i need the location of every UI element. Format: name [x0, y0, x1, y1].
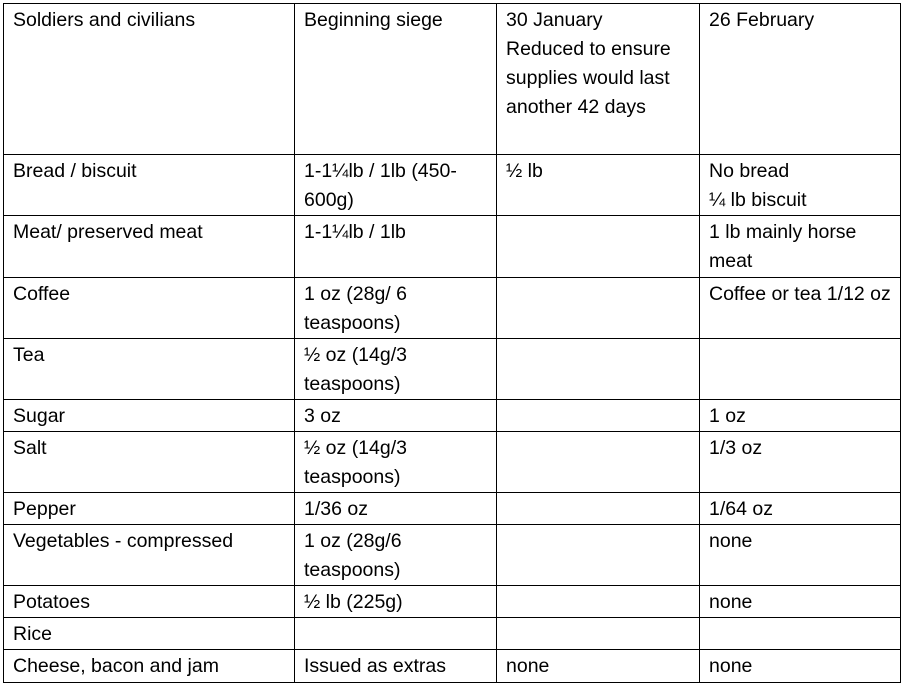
row-item-label: Potatoes: [4, 586, 295, 618]
26-february-cell: none: [700, 586, 901, 618]
row-item-label: Salt: [4, 432, 295, 493]
30-january-cell: [497, 618, 700, 650]
table-row: [4, 432, 901, 493]
26-february-cell: 1/64 oz: [700, 493, 901, 525]
siege-rations-table: [3, 3, 901, 683]
table-row: [4, 155, 901, 216]
30-january-cell: [497, 216, 700, 278]
table-row: [4, 216, 901, 278]
table-row: [4, 400, 901, 432]
26-february-cell: 1/3 oz: [700, 432, 901, 493]
30-january-cell: [497, 339, 700, 400]
26-february-cell: none: [700, 525, 901, 586]
26-february-cell: No bread ¼ lb biscuit: [700, 155, 901, 216]
30-january-cell: [497, 493, 700, 525]
beginning-siege-cell: ½ oz (14g/3 teaspoons): [295, 432, 497, 493]
table-row: [4, 525, 901, 586]
beginning-siege-cell: 3 oz: [295, 400, 497, 432]
beginning-siege-cell: ½ lb (225g): [295, 586, 497, 618]
26-february-cell: Coffee or tea 1/12 oz: [700, 278, 901, 339]
beginning-siege-cell: Issued as extras: [295, 650, 497, 683]
beginning-siege-cell: 1-1¼lb / 1lb: [295, 216, 497, 278]
30-january-cell: [497, 586, 700, 618]
30-january-cell: [497, 400, 700, 432]
row-item-label: Sugar: [4, 400, 295, 432]
30-january-cell: none: [497, 650, 700, 683]
beginning-siege-cell: 1 oz (28g/6 teaspoons): [295, 525, 497, 586]
row-item-label: Coffee: [4, 278, 295, 339]
26-february-cell: 1 oz: [700, 400, 901, 432]
row-item-label: Tea: [4, 339, 295, 400]
header-30-january: 30 January Reduced to ensure supplies would last another 42 days: [497, 4, 700, 155]
row-item-label: Vegetables - compressed: [4, 525, 295, 586]
30-january-cell: [497, 525, 700, 586]
table-row: [4, 493, 901, 525]
beginning-siege-cell: 1/36 oz: [295, 493, 497, 525]
30-january-cell: [497, 278, 700, 339]
26-february-cell: [700, 618, 901, 650]
beginning-siege-cell: ½ oz (14g/3 teaspoons): [295, 339, 497, 400]
table-row: [4, 618, 901, 650]
30-january-cell: ½ lb: [497, 155, 700, 216]
table-row: [4, 339, 901, 400]
header-beginning-siege: Beginning siege: [295, 4, 497, 155]
beginning-siege-cell: [295, 618, 497, 650]
beginning-siege-cell: 1 oz (28g/ 6 teaspoons): [295, 278, 497, 339]
row-item-label: Cheese, bacon and jam: [4, 650, 295, 683]
beginning-siege-cell: 1-1¼lb / 1lb (450-600g): [295, 155, 497, 216]
26-february-cell: none: [700, 650, 901, 683]
row-item-label: Bread / biscuit: [4, 155, 295, 216]
row-item-label: Rice: [4, 618, 295, 650]
26-february-cell: [700, 339, 901, 400]
header-soldiers-and-civilians: Soldiers and civilians: [4, 4, 295, 155]
30-january-cell: [497, 432, 700, 493]
table-row: [4, 586, 901, 618]
table-row: [4, 278, 901, 339]
26-february-cell: 1 lb mainly horse meat: [700, 216, 901, 278]
table-header-row: [4, 4, 901, 155]
row-item-label: Pepper: [4, 493, 295, 525]
header-26-february: 26 February: [700, 4, 901, 155]
row-item-label: Meat/ preserved meat: [4, 216, 295, 278]
